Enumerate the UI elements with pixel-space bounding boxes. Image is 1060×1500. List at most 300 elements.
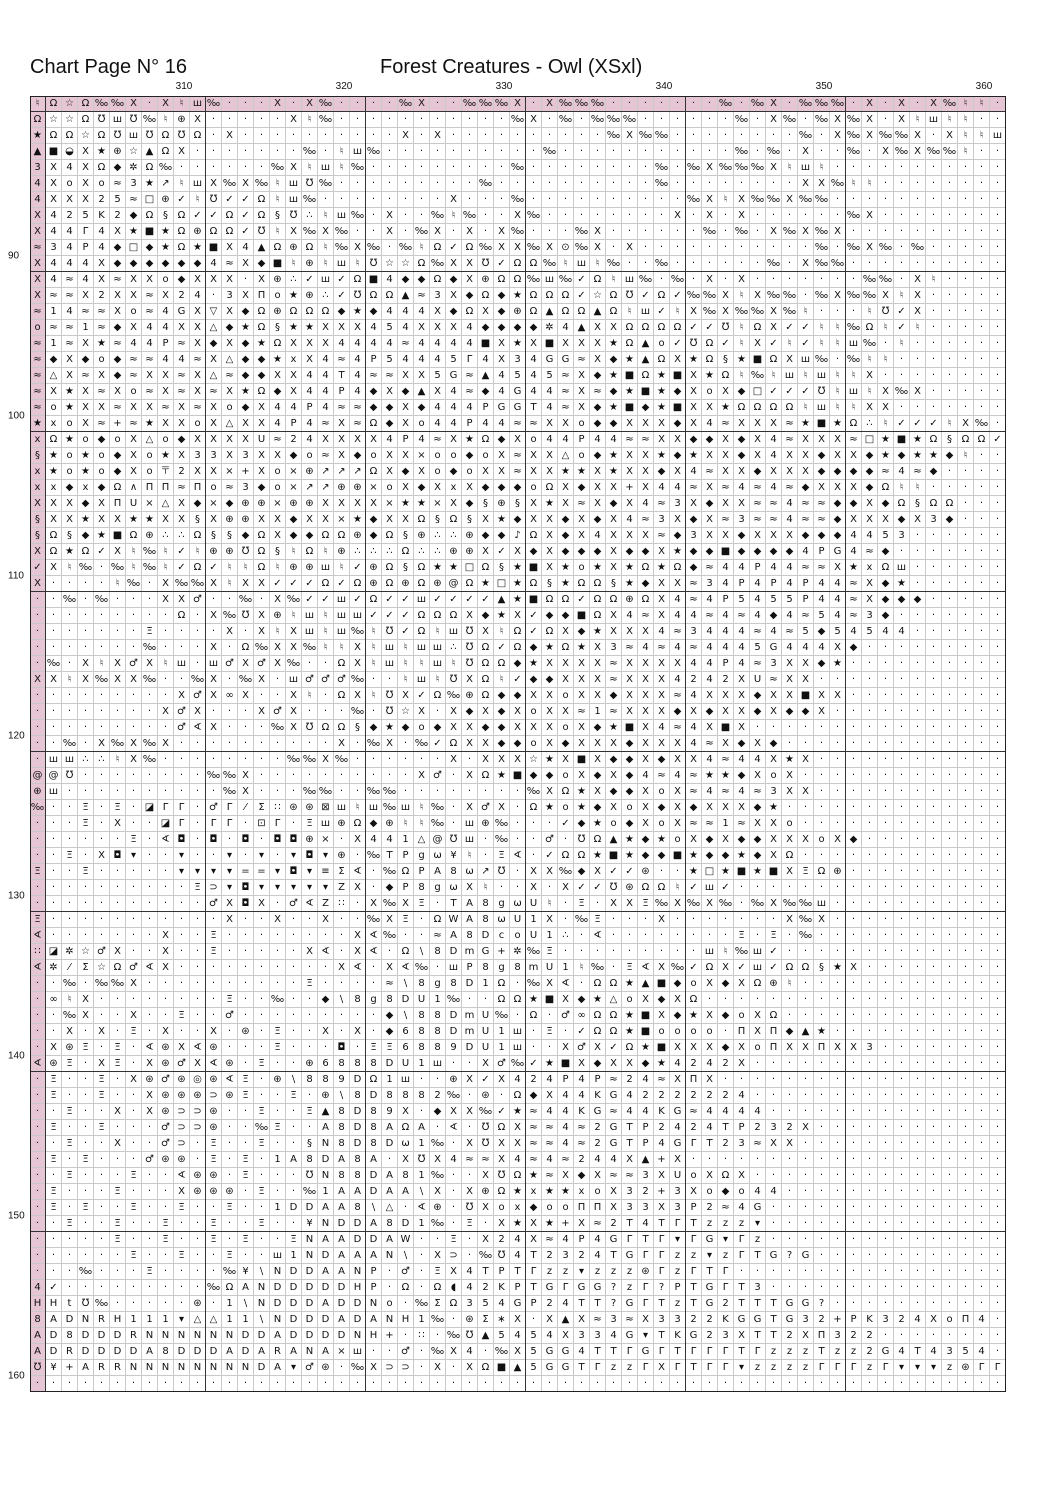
- stitch-cell: ·: [878, 672, 894, 688]
- stitch-cell: Ω: [510, 624, 526, 640]
- stitch-cell: ·: [926, 1280, 942, 1296]
- stitch-cell: ★: [94, 336, 110, 352]
- stitch-cell: ·: [942, 560, 958, 576]
- stitch-cell: X: [494, 464, 510, 480]
- stitch-cell: 8: [334, 1120, 350, 1136]
- stitch-cell: ≈: [510, 448, 526, 464]
- stitch-cell: Γ: [718, 1264, 734, 1280]
- stitch-cell: ·: [382, 192, 398, 208]
- column-number: 310: [176, 81, 193, 92]
- stitch-cell: §: [302, 1136, 318, 1152]
- stitch-cell: ·: [478, 144, 494, 160]
- stitch-cell: X: [638, 416, 654, 432]
- stitch-cell: ·: [974, 1280, 990, 1296]
- stitch-cell: X: [830, 128, 846, 144]
- stitch-cell: Ω: [158, 144, 174, 160]
- stitch-cell: ▲: [254, 240, 270, 256]
- stitch-cell: Ω: [766, 1008, 782, 1024]
- stitch-cell: Γ: [622, 1344, 638, 1360]
- stitch-cell: ℧: [462, 624, 478, 640]
- stitch-cell: ·: [766, 720, 782, 736]
- stitch-cell: ♮: [318, 256, 334, 272]
- stitch-cell: ↗: [318, 464, 334, 480]
- stitch-cell: ·: [942, 272, 958, 288]
- stitch-cell: ★: [190, 240, 206, 256]
- stitch-cell: ·: [366, 112, 382, 128]
- stitch-cell: ∷: [30, 944, 46, 960]
- stitch-cell: 4: [702, 1120, 718, 1136]
- stitch-cell: ⊕: [350, 528, 366, 544]
- stitch-cell: ◆: [574, 1168, 590, 1184]
- stitch-cell: ·: [990, 224, 1006, 240]
- stitch-cell: ·: [158, 624, 174, 640]
- stitch-cell: ≈: [62, 336, 78, 352]
- stitch-cell: ·: [46, 1008, 62, 1024]
- stitch-cell: ·: [894, 912, 910, 928]
- stitch-cell: ·: [318, 1040, 334, 1056]
- stitch-cell: ♮: [670, 304, 686, 320]
- stitch-cell: ◘: [174, 832, 190, 848]
- stitch-cell: 4: [558, 1088, 574, 1104]
- stitch-cell: o: [622, 992, 638, 1008]
- stitch-cell: ·: [782, 256, 798, 272]
- stitch-cell: ▾: [926, 1360, 942, 1376]
- stitch-cell: ★: [510, 576, 526, 592]
- stitch-cell: Ω: [494, 656, 510, 672]
- stitch-cell: 4: [750, 1184, 766, 1200]
- stitch-cell: Ω: [462, 304, 478, 320]
- stitch-cell: ·: [366, 864, 382, 880]
- stitch-cell: ♮: [222, 576, 238, 592]
- stitch-cell: ✓: [206, 208, 222, 224]
- stitch-cell: X: [526, 336, 542, 352]
- stitch-cell: X: [286, 384, 302, 400]
- stitch-cell: ·: [990, 544, 1006, 560]
- stitch-cell: ·: [46, 1264, 62, 1280]
- stitch-cell: ·: [878, 192, 894, 208]
- stitch-cell: ◆: [574, 992, 590, 1008]
- stitch-cell: 4: [366, 832, 382, 848]
- stitch-cell: 4: [702, 640, 718, 656]
- stitch-cell: ∴: [302, 208, 318, 224]
- stitch-cell: X: [782, 656, 798, 672]
- stitch-cell: ‰: [814, 256, 830, 272]
- stitch-cell: ‰: [558, 272, 574, 288]
- stitch-cell: ·: [878, 1152, 894, 1168]
- stitch-cell: ш: [894, 560, 910, 576]
- stitch-cell: ·: [990, 400, 1006, 416]
- stitch-cell: ≈: [654, 768, 670, 784]
- stitch-cell: z: [798, 1344, 814, 1360]
- stitch-cell: ·: [974, 960, 990, 976]
- stitch-cell: ·: [270, 1232, 286, 1248]
- stitch-cell: ·: [862, 192, 878, 208]
- stitch-cell: 4: [734, 1104, 750, 1120]
- stitch-cell: X: [622, 416, 638, 432]
- stitch-cell: ≡: [318, 864, 334, 880]
- stitch-cell: ·: [254, 160, 270, 176]
- stitch-cell: ·: [686, 1152, 702, 1168]
- stitch-cell: z: [830, 1344, 846, 1360]
- stitch-cell: Ξ: [126, 1248, 142, 1264]
- stitch-cell: Ξ: [110, 1184, 126, 1200]
- stitch-cell: ‰: [478, 96, 494, 112]
- stitch-cell: ·: [270, 736, 286, 752]
- stitch-cell: ·: [942, 1024, 958, 1040]
- stitch-cell: Ω: [318, 528, 334, 544]
- stitch-cell: ⊕: [478, 272, 494, 288]
- stitch-cell: X: [542, 528, 558, 544]
- stitch-cell: X: [798, 464, 814, 480]
- stitch-cell: ·: [142, 1168, 158, 1184]
- stitch-cell: ·: [526, 1040, 542, 1056]
- stitch-cell: ◆: [622, 816, 638, 832]
- stitch-cell: ♮: [94, 656, 110, 672]
- stitch-cell: ·: [398, 208, 414, 224]
- stitch-cell: P: [462, 960, 478, 976]
- stitch-cell: ·: [942, 864, 958, 880]
- stitch-cell: ·: [590, 128, 606, 144]
- stitch-cell: ш: [174, 656, 190, 672]
- stitch-cell: 4: [894, 624, 910, 640]
- stitch-cell: X: [574, 384, 590, 400]
- stitch-cell: T: [750, 1328, 766, 1344]
- stitch-cell: ·: [974, 832, 990, 848]
- stitch-cell: ·: [702, 112, 718, 128]
- stitch-cell: ♂: [206, 896, 222, 912]
- stitch-cell: ·: [942, 1376, 958, 1392]
- stitch-cell: X: [462, 1184, 478, 1200]
- stitch-cell: o: [478, 448, 494, 464]
- stitch-cell: ⊛: [206, 1072, 222, 1088]
- stitch-cell: z: [718, 1248, 734, 1264]
- stitch-cell: ·: [910, 928, 926, 944]
- stitch-cell: R: [62, 1344, 78, 1360]
- stitch-cell: Ω: [478, 672, 494, 688]
- stitch-cell: ■: [750, 352, 766, 368]
- stitch-cell: ·: [942, 1184, 958, 1200]
- stitch-cell: ⊛: [158, 1056, 174, 1072]
- stitch-cell: ·: [46, 1024, 62, 1040]
- stitch-cell: Ω: [430, 272, 446, 288]
- stitch-cell: ·: [110, 592, 126, 608]
- stitch-cell: ∴: [414, 544, 430, 560]
- stitch-cell: ·: [142, 784, 158, 800]
- stitch-cell: ·: [798, 720, 814, 736]
- stitch-cell: X: [830, 224, 846, 240]
- stitch-cell: ∢: [190, 1040, 206, 1056]
- stitch-cell: ·: [990, 1008, 1006, 1024]
- stitch-cell: 4: [526, 384, 542, 400]
- stitch-cell: D: [382, 1056, 398, 1072]
- stitch-cell: ·: [942, 160, 958, 176]
- stitch-cell: ☆: [398, 256, 414, 272]
- stitch-cell: ≈: [766, 672, 782, 688]
- stitch-cell: Ω: [254, 192, 270, 208]
- stitch-cell: X: [766, 752, 782, 768]
- stitch-cell: ·: [286, 96, 302, 112]
- stitch-cell: ⊕: [110, 144, 126, 160]
- stitch-cell: ·: [350, 784, 366, 800]
- stitch-cell: X: [590, 688, 606, 704]
- stitch-cell: A: [334, 1248, 350, 1264]
- stitch-cell: 3: [238, 480, 254, 496]
- stitch-cell: A: [366, 1152, 382, 1168]
- stitch-cell: ·: [478, 128, 494, 144]
- stitch-cell: ♮: [302, 160, 318, 176]
- stitch-cell: ‰: [686, 192, 702, 208]
- stitch-cell: ★: [510, 1104, 526, 1120]
- stitch-cell: ш: [318, 816, 334, 832]
- stitch-cell: ш: [398, 1072, 414, 1088]
- stitch-cell: ★: [830, 960, 846, 976]
- stitch-cell: ·: [126, 800, 142, 816]
- stitch-cell: X: [302, 352, 318, 368]
- stitch-cell: ★: [350, 512, 366, 528]
- stitch-cell: ·: [830, 1248, 846, 1264]
- stitch-cell: ♮: [318, 608, 334, 624]
- stitch-cell: ▾: [222, 864, 238, 880]
- stitch-cell: ·: [958, 1328, 974, 1344]
- stitch-cell: Ω: [382, 560, 398, 576]
- stitch-cell: X: [750, 528, 766, 544]
- stitch-cell: ‰: [718, 896, 734, 912]
- stitch-cell: P: [686, 1200, 702, 1216]
- stitch-cell: X: [158, 288, 174, 304]
- stitch-cell: 4: [446, 416, 462, 432]
- stitch-cell: G: [510, 400, 526, 416]
- stitch-cell: ·: [926, 960, 942, 976]
- stitch-cell: ·: [174, 1376, 190, 1392]
- stitch-cell: ·: [814, 928, 830, 944]
- stitch-cell: 4: [542, 1072, 558, 1088]
- stitch-cell: ·: [30, 1088, 46, 1104]
- stitch-cell: X: [430, 1360, 446, 1376]
- stitch-cell: X: [238, 768, 254, 784]
- stitch-cell: ◆: [622, 784, 638, 800]
- stitch-cell: X: [542, 704, 558, 720]
- stitch-cell: ·: [446, 1168, 462, 1184]
- stitch-cell: ·: [398, 752, 414, 768]
- stitch-cell: ‰: [350, 704, 366, 720]
- stitch-cell: ·: [862, 1088, 878, 1104]
- stitch-cell: ш: [462, 816, 478, 832]
- stitch-cell: X: [190, 368, 206, 384]
- stitch-cell: ·: [702, 128, 718, 144]
- stitch-cell: ·: [846, 912, 862, 928]
- chart-page-label: Chart Page N° 16: [30, 56, 187, 79]
- stitch-cell: Ξ: [78, 1152, 94, 1168]
- stitch-cell: X: [590, 1168, 606, 1184]
- stitch-cell: ‰: [398, 240, 414, 256]
- stitch-cell: ·: [574, 176, 590, 192]
- stitch-cell: ⊕: [334, 544, 350, 560]
- stitch-cell: ♮: [366, 624, 382, 640]
- stitch-cell: ≈: [750, 656, 766, 672]
- stitch-cell: ·: [174, 944, 190, 960]
- stitch-cell: ·: [414, 1248, 430, 1264]
- stitch-cell: ≈: [846, 592, 862, 608]
- stitch-cell: X: [622, 1056, 638, 1072]
- stitch-cell: ·: [846, 1296, 862, 1312]
- stitch-cell: ♮: [126, 560, 142, 576]
- stitch-cell: Ω: [734, 400, 750, 416]
- stitch-cell: Ω: [94, 160, 110, 176]
- stitch-cell: ·: [894, 896, 910, 912]
- stitch-cell: X: [462, 672, 478, 688]
- stitch-cell: P: [366, 1264, 382, 1280]
- stitch-cell: ☆: [590, 288, 606, 304]
- stitch-cell: X: [30, 496, 46, 512]
- stitch-cell: Ξ: [126, 832, 142, 848]
- stitch-cell: ≈: [62, 320, 78, 336]
- stitch-cell: ♮: [830, 384, 846, 400]
- stitch-cell: ·: [718, 1152, 734, 1168]
- stitch-cell: ·: [910, 1072, 926, 1088]
- stitch-cell: ·: [846, 976, 862, 992]
- stitch-cell: ‰: [254, 640, 270, 656]
- stitch-cell: ℧: [382, 688, 398, 704]
- stitch-cell: X: [110, 544, 126, 560]
- stitch-cell: X: [542, 688, 558, 704]
- stitch-cell: ≈: [686, 576, 702, 592]
- stitch-cell: ·: [510, 880, 526, 896]
- stitch-cell: Ξ: [78, 1200, 94, 1216]
- stitch-cell: A: [446, 928, 462, 944]
- stitch-cell: ·: [926, 1328, 942, 1344]
- stitch-cell: X: [638, 656, 654, 672]
- stitch-cell: ·: [926, 720, 942, 736]
- stitch-cell: 4: [686, 656, 702, 672]
- stitch-cell: ‰: [62, 976, 78, 992]
- stitch-cell: ·: [990, 384, 1006, 400]
- stitch-cell: 4: [766, 560, 782, 576]
- stitch-cell: ·: [766, 1376, 782, 1392]
- stitch-cell: ∷: [414, 1328, 430, 1344]
- stitch-cell: ·: [78, 1184, 94, 1200]
- stitch-cell: ✓: [766, 384, 782, 400]
- stitch-cell: 5: [430, 368, 446, 384]
- stitch-cell: ·: [590, 896, 606, 912]
- stitch-cell: Ξ: [398, 912, 414, 928]
- stitch-cell: X: [798, 144, 814, 160]
- stitch-cell: 3: [926, 512, 942, 528]
- stitch-cell: ·: [910, 976, 926, 992]
- stitch-cell: ·: [30, 1008, 46, 1024]
- stitch-cell: ℧: [142, 128, 158, 144]
- stitch-cell: ·: [974, 224, 990, 240]
- stitch-cell: ·: [926, 912, 942, 928]
- stitch-cell: 3: [30, 160, 46, 176]
- stitch-cell: D: [446, 944, 462, 960]
- stitch-cell: ★: [702, 368, 718, 384]
- stitch-cell: P: [814, 544, 830, 560]
- stitch-cell: ·: [78, 736, 94, 752]
- stitch-cell: X: [846, 480, 862, 496]
- stitch-cell: ·: [894, 1040, 910, 1056]
- stitch-cell: \: [366, 1200, 382, 1216]
- stitch-cell: ·: [526, 160, 542, 176]
- stitch-cell: K: [862, 1312, 878, 1328]
- stitch-cell: ▲: [414, 384, 430, 400]
- stitch-cell: ·: [302, 1024, 318, 1040]
- stitch-cell: ·: [862, 1120, 878, 1136]
- stitch-cell: ·: [862, 688, 878, 704]
- stitch-cell: ·: [558, 896, 574, 912]
- stitch-cell: ◆: [110, 448, 126, 464]
- stitch-cell: ≈: [142, 304, 158, 320]
- stitch-cell: ◆: [478, 480, 494, 496]
- stitch-cell: ▾: [286, 880, 302, 896]
- stitch-cell: ·: [894, 608, 910, 624]
- stitch-cell: X: [734, 720, 750, 736]
- stitch-cell: ·: [382, 176, 398, 192]
- stitch-cell: ·: [990, 832, 1006, 848]
- stitch-cell: Ω: [478, 1360, 494, 1376]
- stitch-cell: ◆: [398, 384, 414, 400]
- stitch-cell: ♮: [62, 992, 78, 1008]
- stitch-cell: ◘: [286, 832, 302, 848]
- stitch-cell: ·: [942, 672, 958, 688]
- stitch-cell: 4: [638, 1216, 654, 1232]
- stitch-cell: ·: [190, 816, 206, 832]
- stitch-cell: ·: [542, 128, 558, 144]
- stitch-cell: X: [542, 656, 558, 672]
- stitch-cell: ·: [286, 944, 302, 960]
- stitch-cell: ⊕: [206, 544, 222, 560]
- stitch-cell: X: [158, 512, 174, 528]
- stitch-cell: ·: [878, 688, 894, 704]
- stitch-cell: X: [542, 1088, 558, 1104]
- stitch-cell: A: [222, 1344, 238, 1360]
- stitch-cell: X: [478, 624, 494, 640]
- stitch-cell: ·: [686, 944, 702, 960]
- stitch-cell: ·: [78, 896, 94, 912]
- stitch-cell: D: [478, 928, 494, 944]
- stitch-cell: ∢: [318, 944, 334, 960]
- stitch-cell: ×: [222, 464, 238, 480]
- stitch-cell: X: [526, 1216, 542, 1232]
- stitch-cell: ·: [974, 1376, 990, 1392]
- stitch-cell: ✓: [574, 272, 590, 288]
- stitch-cell: X: [542, 448, 558, 464]
- stitch-cell: ·: [398, 176, 414, 192]
- stitch-cell: W: [398, 1232, 414, 1248]
- stitch-cell: Ω: [126, 528, 142, 544]
- stitch-cell: ·: [30, 1264, 46, 1280]
- stitch-cell: ·: [46, 624, 62, 640]
- stitch-cell: P: [366, 1280, 382, 1296]
- stitch-cell: X: [606, 320, 622, 336]
- stitch-cell: ☆: [78, 128, 94, 144]
- stitch-cell: ✓: [494, 1104, 510, 1120]
- stitch-cell: +: [830, 1312, 846, 1328]
- stitch-cell: X: [814, 688, 830, 704]
- stitch-cell: X: [734, 464, 750, 480]
- stitch-cell: X: [398, 688, 414, 704]
- stitch-cell: ℧: [382, 624, 398, 640]
- stitch-cell: □: [462, 560, 478, 576]
- stitch-cell: ▲: [478, 1328, 494, 1344]
- stitch-cell: ◆: [846, 832, 862, 848]
- stitch-cell: ·: [478, 784, 494, 800]
- stitch-cell: ≈: [878, 464, 894, 480]
- stitch-cell: ·: [974, 560, 990, 576]
- stitch-cell: ·: [894, 368, 910, 384]
- stitch-cell: 3: [430, 288, 446, 304]
- stitch-cell: ★: [542, 640, 558, 656]
- stitch-cell: ·: [62, 576, 78, 592]
